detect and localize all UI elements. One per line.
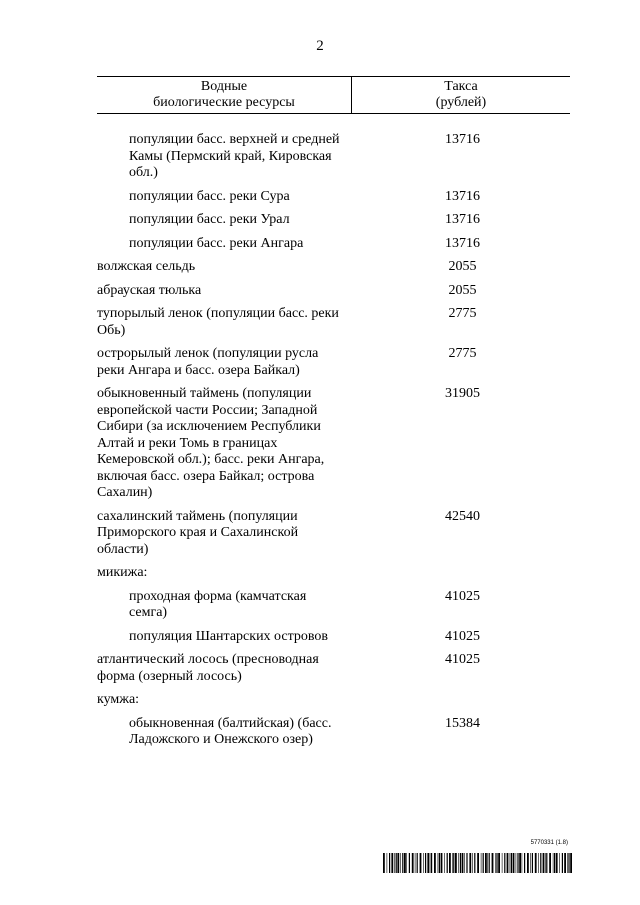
resource-name: волжская сельдь: [97, 259, 196, 274]
barcode-bar: [453, 853, 454, 873]
barcode-bar: [496, 853, 497, 873]
table-row: [97, 716, 570, 749]
barcode-bar: [504, 853, 505, 873]
barcode-bar: [498, 853, 500, 873]
barcode-bar: [492, 853, 494, 873]
barcode-bar: [402, 853, 403, 873]
header-resources-line1: Водные: [200, 79, 248, 94]
tax-table: [97, 76, 570, 756]
resource-name: атлантический лосось (пресноводная форма (озерный лосось): [97, 652, 319, 684]
table-row: [97, 132, 570, 182]
barcode-bar: [519, 853, 521, 873]
table-row: [97, 259, 570, 276]
barcode-bar: [430, 853, 431, 873]
barcode-bar: [452, 853, 453, 873]
barcode-bar: [466, 853, 467, 873]
barcode-bar: [495, 853, 496, 873]
resource-name: популяции басс. реки Урал: [129, 212, 290, 227]
barcode-bar: [553, 853, 554, 873]
table-row: [97, 306, 570, 339]
barcode-bar: [438, 853, 439, 873]
page-number: 2: [316, 38, 324, 54]
resource-name: острорылый ленок (популяции русла реки Ангара и басс. озера Байкал): [97, 346, 319, 378]
resource-name: популяции басс. реки Ангара: [129, 235, 304, 251]
barcode-bar: [540, 853, 541, 873]
table-row: [97, 346, 570, 379]
barcode-bar: [554, 853, 555, 873]
resource-name: популяции басс. верхней и средней Камы (Пермский край, Кировская обл.): [129, 132, 340, 180]
barcode-bar: [434, 853, 436, 873]
table-row: [97, 236, 570, 253]
table-body: [97, 132, 570, 749]
table-row: [97, 629, 570, 646]
tax-value: 13716: [445, 132, 480, 147]
tax-value: 41025: [445, 628, 480, 644]
barcode-bar: [549, 853, 551, 873]
barcode-bar: [522, 853, 523, 873]
barcode-bar: [543, 853, 545, 873]
barcode-bar: [417, 853, 418, 873]
table-row: [97, 283, 570, 300]
barcode-bar: [397, 853, 399, 873]
table-row: [97, 565, 570, 582]
table-row: [97, 386, 570, 502]
barcode-bar: [474, 853, 475, 873]
barcode-bar: [447, 853, 448, 873]
resource-name: проходная форма (камчатская семга): [129, 588, 307, 620]
header-resources: [97, 77, 352, 113]
barcode-bar: [423, 853, 424, 873]
resource-name: сахалинский таймень (популяции Приморского края и Сахалинской области): [97, 508, 299, 557]
table-row: [97, 589, 570, 622]
barcode-bar: [420, 853, 422, 873]
tax-value: 41025: [445, 588, 480, 604]
barcode-bar: [527, 853, 529, 873]
barcode-bar: [567, 853, 568, 873]
barcode-bar: [524, 853, 525, 873]
tax-value: 41025: [445, 652, 480, 667]
resource-name: абрауская тюлька: [97, 282, 202, 298]
barcode-bar: [532, 853, 533, 873]
barcode: [383, 853, 573, 873]
barcode-bar: [516, 853, 517, 873]
barcode-bar: [391, 853, 393, 873]
tax-value: 2775: [448, 306, 477, 321]
barcode-bar: [483, 853, 484, 873]
tax-value: [345, 565, 570, 582]
barcode-bar: [460, 853, 461, 873]
tax-value: 13716: [445, 188, 480, 204]
table-header: [97, 76, 570, 114]
barcode-bar: [502, 853, 503, 873]
barcode-bar: [409, 853, 410, 873]
barcode-bar: [396, 853, 397, 873]
table-row: [97, 652, 570, 685]
tax-value: 42540: [445, 508, 480, 524]
table-row: [97, 692, 570, 709]
barcode-bar: [568, 853, 569, 873]
barcode-bar: [439, 853, 440, 873]
barcode-bar: [564, 853, 566, 873]
tax-value: [345, 692, 570, 709]
tax-value: 15384: [445, 715, 480, 731]
table-row: [97, 212, 570, 229]
tax-value: 13716: [445, 235, 480, 251]
barcode-bar: [406, 853, 407, 873]
barcode-bar: [455, 853, 457, 873]
barcode-bar: [383, 853, 385, 873]
table-row: [97, 189, 570, 206]
barcode-bar: [449, 853, 451, 873]
barcode-bar: [517, 853, 518, 873]
barcode-bar: [487, 853, 488, 873]
barcode-bar: [412, 853, 414, 873]
barcode-bar: [481, 853, 482, 873]
barcode-bar: [387, 853, 388, 873]
barcode-bar: [546, 853, 547, 873]
barcode-bar: [462, 853, 464, 873]
barcode-bar: [469, 853, 471, 873]
resource-name: кумжа:: [97, 692, 140, 707]
barcode-bar: [394, 853, 395, 873]
document-stamp: 5770331 (1.8): [530, 840, 568, 846]
resource-name: обыкновенный таймень (популяции европейской части России; Западной Сибири (за исключением Республики Алтай и реки Томь в границах Кемеровской обл.); басс. реки Ангара, включая басс. озера Байкал; острова Сахалин): [97, 386, 325, 500]
tax-value: 2055: [448, 259, 477, 274]
barcode-bar: [400, 853, 401, 873]
barcode-bar: [535, 853, 537, 873]
barcode-bar: [415, 853, 416, 873]
header-tax-line2: (рублей): [435, 95, 487, 110]
barcode-bar: [530, 853, 531, 873]
resource-name: микижа:: [97, 565, 148, 580]
barcode-bar: [444, 853, 445, 873]
header-resources-line2: биологические ресурсы: [153, 95, 295, 110]
barcode-bar: [562, 853, 563, 873]
barcode-bar: [427, 853, 429, 873]
header-tax: [352, 77, 570, 113]
barcode-bar: [425, 853, 426, 873]
barcode-bar: [485, 853, 487, 873]
barcode-bar: [513, 853, 515, 873]
barcode-bar: [556, 853, 558, 873]
resource-name: популяции басс. реки Сура: [129, 188, 290, 204]
tax-value: 2055: [448, 282, 477, 298]
barcode-bar: [458, 853, 459, 873]
barcode-bar: [559, 853, 560, 873]
tax-value: 13716: [445, 212, 480, 227]
barcode-bar: [389, 853, 390, 873]
table-row: [97, 509, 570, 559]
header-tax-line1: Такса: [444, 79, 478, 94]
barcode-bar: [510, 853, 511, 873]
barcode-bar: [489, 853, 490, 873]
resource-name: тупорылый ленок (популяции басс. реки Обь): [97, 306, 339, 338]
barcode-bar: [404, 853, 406, 873]
tax-value: 31905: [445, 386, 480, 401]
barcode-bar: [441, 853, 443, 873]
barcode-bar: [511, 853, 512, 873]
barcode-bar: [477, 853, 479, 873]
barcode-bar: [570, 853, 572, 873]
resource-name: обыкновенная (балтийская) (басс. Ладожского и Онежского озер): [129, 715, 332, 747]
barcode-bar: [507, 853, 509, 873]
barcode-bar: [472, 853, 473, 873]
resource-name: популяция Шантарских островов: [129, 628, 329, 644]
barcode-bar: [431, 853, 432, 873]
barcode-bar: [538, 853, 539, 873]
barcode-bar: [545, 853, 546, 873]
tax-value: 2775: [448, 346, 477, 361]
barcode-bar: [464, 853, 465, 873]
